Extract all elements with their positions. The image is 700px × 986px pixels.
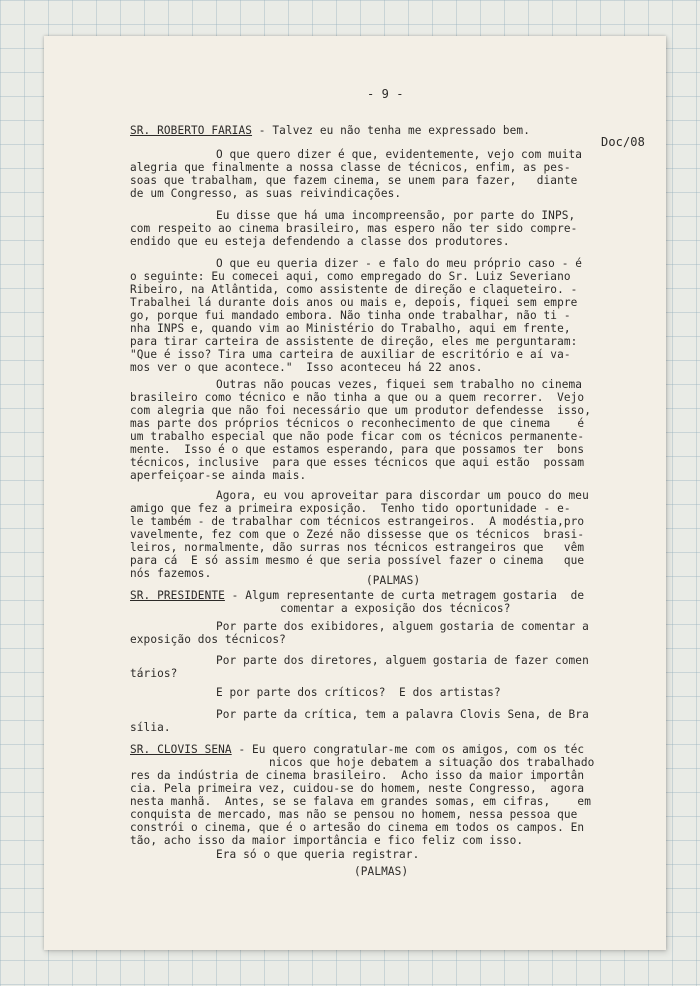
speech-line: um trabalho especial que não pode ficar com os técnicos permanente- <box>130 430 585 443</box>
document-reference: Doc/08 <box>601 135 645 149</box>
speech-line: mente. Isso é o que estamos esperando, para que possamos ter bons <box>130 443 585 456</box>
speech-line: leiros, normalmente, dão surras nos técnicos estrangeiros que vêm <box>130 541 585 554</box>
speech-line: para tirar carteira de assistente de direção, eles me perguntaram: <box>130 335 578 348</box>
speech-line: aperfeiçoar-se ainda mais. <box>130 469 307 482</box>
speech-line: "Que é isso? Tira uma carteira de auxiliar de escritório e aí va- <box>130 348 571 361</box>
speech-line: tão, acho isso da maior importância e fico feliz com isso. <box>130 834 524 847</box>
speech-line: nós fazemos. <box>130 567 212 580</box>
speech-line: nesta manhã. Antes, se se falava em grandes somas, em cifras, em <box>130 795 591 808</box>
speech-line: Era só o que queria registrar. <box>216 848 420 861</box>
speaker-name: SR. ROBERTO FARIAS <box>130 124 253 137</box>
speech-line: Agora, eu vou aproveitar para discordar um pouco do meu <box>216 489 589 502</box>
speech-line: soas que trabalham, que fazem cinema, se unem para fazer, diante <box>130 174 578 187</box>
speech-line: conquista de mercado, mas não se pensou no homem, nessa pessoa que <box>130 808 578 821</box>
speech-line: o seguinte: Eu comecei aqui, como empregado do Sr. Luiz Severiano <box>130 270 571 283</box>
speech-line: E por parte dos críticos? E dos artistas? <box>216 686 501 699</box>
speech-line: Por parte da crítica, tem a palavra Clovis Sena, de Bra <box>216 708 589 721</box>
applause-note: (PALMAS) <box>354 865 409 878</box>
applause-note: (PALMAS) <box>366 574 421 587</box>
speech-line: constrói o cinema, que é o artesão do cinema em todos os campos. En <box>130 821 585 834</box>
speech-line: exposição dos técnicos? <box>130 633 286 646</box>
speech-line: nha INPS e, quando vim ao Ministério do Trabalho, aqui em frente, <box>130 322 571 335</box>
speech-line: nicos que hoje debatem a situação dos trabalhado <box>269 756 595 769</box>
speech-line: SR. ROBERTO FARIAS - Talvez eu não tenha me expressado bem. <box>130 124 530 137</box>
document-page <box>44 36 666 950</box>
speech-line: mas parte dos próprios técnicos o reconhecimento de que cinema é <box>130 417 585 430</box>
speech-line: vavelmente, fez com que o Zezé não dissesse que os técnicos brasi- <box>130 528 585 541</box>
speech-line: para cá E só assim mesmo é que seria possível fazer o cinema que <box>130 554 585 567</box>
speech-line: Por parte dos diretores, alguem gostaria de fazer comen <box>216 654 589 667</box>
speech-line: O que quero dizer é que, evidentemente, vejo com muita <box>216 148 583 161</box>
speech-line: tários? <box>130 667 178 680</box>
speech-line: cia. Pela primeira vez, cuidou-se do homem, neste Congresso, agora <box>130 782 585 795</box>
speech-line: sília. <box>130 721 171 734</box>
speech-line: comentar a exposição dos técnicos? <box>280 602 511 615</box>
speech-line: Outras não poucas vezes, fiquei sem trabalho no cinema <box>216 378 583 391</box>
speech-line: com alegria que não foi necessário que um produtor defendesse isso, <box>130 404 591 417</box>
speech-line: alegria que finalmente a nossa classe de técnicos, enfim, as pes- <box>130 161 571 174</box>
speech-line: brasileiro como técnico e não tinha a que ou a quem recorrer. Vejo <box>130 391 585 404</box>
speech-line: técnicos, inclusive para que esses técnicos que aqui estão possam <box>130 456 585 469</box>
speaker-name: SR. CLOVIS SENA <box>130 743 232 756</box>
speech-line: go, porque fui mandado embora. Não tinha onde trabalhar, não ti - <box>130 309 571 322</box>
speaker-name: SR. PRESIDENTE <box>130 589 225 602</box>
speech-line: Eu disse que há uma incompreensão, por parte do INPS, <box>216 209 576 222</box>
speech-line: de um Congresso, as suas reivindicações. <box>130 187 402 200</box>
speech-line: com respeito ao cinema brasileiro, mas espero não ter sido compre- <box>130 222 578 235</box>
page-number: - 9 - <box>367 87 404 101</box>
speech-line: SR. CLOVIS SENA - Eu quero congratular-me com os amigos, com os téc <box>130 743 585 756</box>
speech-line: Ribeiro, na Atlântida, como assistente de direção e claqueteiro. - <box>130 283 578 296</box>
speech-line: mos ver o que acontece." Isso aconteceu há 22 anos. <box>130 361 483 374</box>
speech-line: Por parte dos exibidores, alguem gostaria de comentar a <box>216 620 589 633</box>
speech-line: SR. PRESIDENTE - Algum representante de curta metragem gostaria de <box>130 589 585 602</box>
speech-line: O que eu queria dizer - e falo do meu próprio caso - é <box>216 257 583 270</box>
speech-line: Trabalhei lá durante dois anos ou mais e, depois, fiquei sem empre <box>130 296 578 309</box>
speech-line: res da indústria de cinema brasileiro. Acho isso da maior importân <box>130 769 585 782</box>
speech-line: le também - de trabalhar com técnicos estrangeiros. A modéstia,pro <box>130 515 585 528</box>
speech-line: amigo que fez a primeira exposição. Tenho tido oportunidade - e- <box>130 502 571 515</box>
speech-line: endido que eu esteja defendendo a classe dos produtores. <box>130 235 510 248</box>
